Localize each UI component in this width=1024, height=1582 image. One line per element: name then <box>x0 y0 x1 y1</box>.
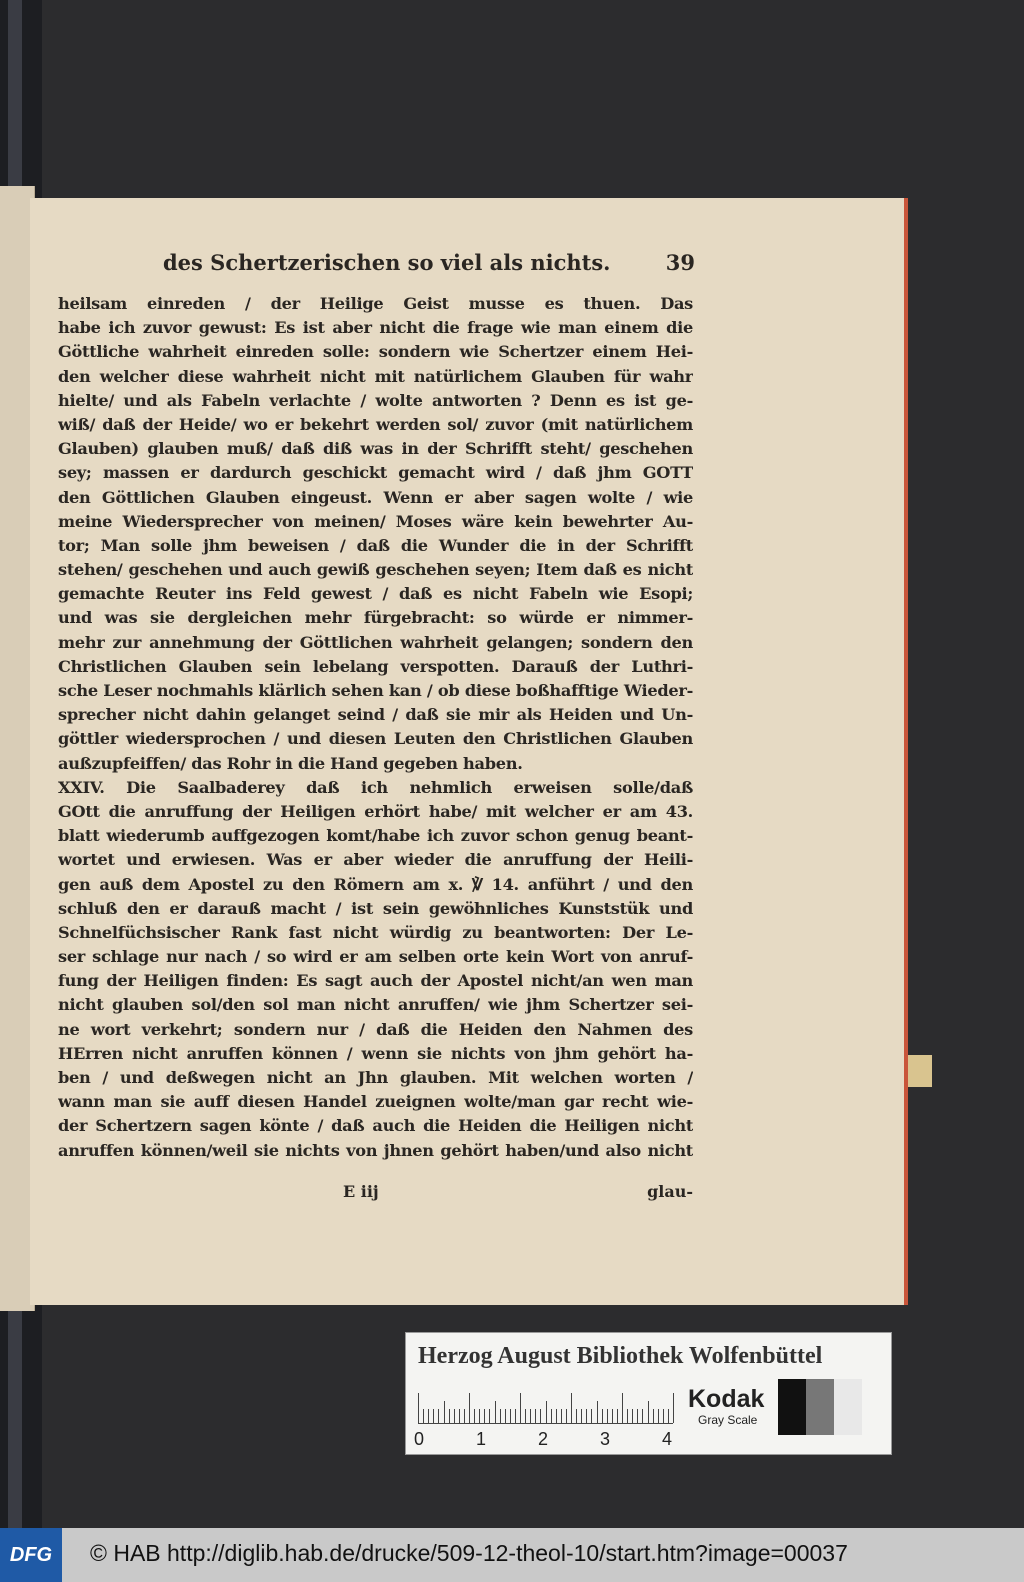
gray-scale-label: Gray Scale <box>698 1413 758 1427</box>
text-line: Christlichen Glauben sein lebelang verspotten. Darauß der Luthri- <box>58 656 693 676</box>
ruler-tick <box>566 1409 567 1423</box>
ruler-tick <box>423 1409 424 1423</box>
ruler-tick <box>556 1409 557 1423</box>
ruler-tick <box>648 1401 649 1423</box>
text-line: den welcher diese wahrheit nicht mit natürlichem Glauben für wahr <box>58 366 693 386</box>
ruler-tick <box>597 1401 598 1423</box>
ruler-tick <box>642 1409 643 1423</box>
page-body-text <box>58 292 693 1163</box>
ruler-tick <box>632 1409 633 1423</box>
text-line: sprecher nicht dahin gelanget seind / daß sie mir als Heiden und Un- <box>58 705 693 725</box>
text-line: wortet und erwiesen. Was er aber wieder die anruffung der Heili- <box>58 850 693 870</box>
ruler-tick <box>510 1409 511 1423</box>
ruler-tick <box>520 1393 521 1423</box>
ruler-tick <box>668 1409 669 1423</box>
footer-bar <box>0 1528 1024 1582</box>
ruler-tick <box>627 1409 628 1423</box>
gray-patch-mid <box>806 1379 834 1435</box>
text-line: Glauben) glauben muß/ daß diß was in der Schrifft steht/ geschehen <box>58 439 693 459</box>
kodak-logo: Kodak <box>688 1385 765 1413</box>
ruler-tick <box>418 1393 419 1423</box>
ruler-tick <box>658 1409 659 1423</box>
page-header <box>130 250 695 282</box>
ruler-tick <box>454 1409 455 1423</box>
text-line: der Schertzern sagen könte / daß auch die Heiden die Heiligen nicht <box>58 1116 693 1136</box>
text-line: und was sie dergleichen mehr fürgebracht: so würde er nimmer- <box>58 608 693 628</box>
ruler-tick <box>535 1409 536 1423</box>
gray-patch-black <box>778 1379 806 1435</box>
ruler-tick <box>464 1409 465 1423</box>
ruler-tick <box>561 1409 562 1423</box>
ruler-tick <box>576 1409 577 1423</box>
text-line: mehr zur annehmung der Göttlichen wahrheit gelangen; sondern den <box>58 632 693 652</box>
text-line: ser schlage nur nach / so wird er am selben orte kein Wort von anruf- <box>58 947 693 967</box>
ruler-tick <box>617 1409 618 1423</box>
ruler-tick <box>622 1393 623 1423</box>
signature-mark: E iij <box>343 1182 379 1201</box>
text-line: ben / und deßwegen nicht an Jhn glauben. Mit welchen worten / <box>58 1068 693 1087</box>
ruler-number: 3 <box>600 1429 611 1449</box>
ruler-tick <box>489 1409 490 1423</box>
ruler-tick <box>602 1409 603 1423</box>
text-line: Schnelfüchsischer Rank fast nicht würdig zu beantworten: Der Le- <box>58 922 693 942</box>
catchword: glau- <box>647 1182 693 1201</box>
ruler-tick <box>591 1409 592 1423</box>
ruler-tick <box>581 1409 582 1423</box>
text-line: sey; massen er dardurch geschickt gemacht wird / daß jhm GOTT <box>58 463 693 483</box>
text-line: wann man sie auff diesen Handel zueignen wolte/man gar recht wie- <box>58 1092 693 1112</box>
ruler-number: 4 <box>662 1429 673 1449</box>
text-line: Göttliche wahrheit einreden solle: sondern wie Schertzer einem Hei- <box>58 342 693 362</box>
ruler-tick <box>663 1409 664 1423</box>
ruler-tick <box>515 1409 516 1423</box>
text-line: GOtt die anruffung der Heiligen erhört habe/ mit welcher er am 43. <box>58 801 693 821</box>
ruler-tick <box>607 1409 608 1423</box>
text-line: außzupfeiffen/ das Rohr in die Hand gegeben haben. <box>58 753 523 773</box>
text-line: stehen/ geschehen und auch gewiß geschehen seyen; Item daß es nicht <box>58 560 693 580</box>
text-line: den Göttlichen Glauben eingeust. Wenn er aber sagen wolte / wie <box>58 487 693 507</box>
text-line: meine Wiedersprecher von meinen/ Moses wäre kein bewehrter Au- <box>58 511 693 531</box>
ruler-number: 2 <box>538 1429 549 1449</box>
ruler-tick <box>505 1409 506 1423</box>
ruler-tick <box>444 1401 445 1423</box>
library-name: Herzog August Bibliothek Wolfenbüttel <box>418 1343 823 1369</box>
gray-patch-white <box>834 1379 862 1435</box>
ruler-tick <box>459 1409 460 1423</box>
ruler-tick <box>525 1409 526 1423</box>
dfg-logo: DFG <box>0 1528 62 1582</box>
text-line: tor; Man solle jhm beweisen / daß die Wunder die in der Schrifft <box>58 535 693 555</box>
ruler-tick <box>530 1409 531 1423</box>
ruler-tick <box>500 1409 501 1423</box>
ruler-scale <box>418 1385 673 1424</box>
text-line: schluß den er darauß macht / ist sein gewöhnliches Kunststük und <box>58 898 693 918</box>
text-line: gen auß dem Apostel zu den Römern am x. ℣ 14. anführt / und den <box>58 874 693 894</box>
ruler-number: 1 <box>476 1429 487 1449</box>
text-line: heilsam einreden / der Heilige Geist musse es thuen. Das <box>58 294 693 313</box>
text-line: habe ich zuvor gewust: Es ist aber nicht die frage wie man einem die <box>58 318 693 338</box>
ruler-tick <box>428 1409 429 1423</box>
text-line: nicht glauben sol/den sol man nicht anruffen/ wie jhm Schertzer sei- <box>58 995 693 1015</box>
ruler-tick <box>653 1409 654 1423</box>
page-number: 39 <box>665 250 695 275</box>
text-line: sche Leser nochmahls klärlich sehen kan / ob diese boßhafftige Wieder- <box>58 681 693 700</box>
page-tab-marker <box>908 1055 932 1087</box>
ruler-tick <box>479 1409 480 1423</box>
text-line: hielte/ und als Fabeln verlachte / wolte antworten ? Denn es ist ge- <box>58 390 693 410</box>
text-line: XXIV. Die Saalbaderey daß ich nehmlich erweisen solle/daß <box>58 777 693 797</box>
ruler-tick <box>612 1409 613 1423</box>
running-head: des Schertzerischen so viel als nichts. <box>163 250 611 275</box>
ruler-tick <box>484 1409 485 1423</box>
ruler-tick <box>469 1393 470 1423</box>
color-reference-card <box>405 1332 892 1455</box>
ruler-tick <box>546 1401 547 1423</box>
text-line: göttler wiedersprochen / und diesen Leuten den Christlichen Glauben <box>58 729 693 749</box>
copyright-link[interactable]: © HAB http://diglib.hab.de/drucke/509-12-theol-10/start.htm?image=00037 <box>90 1540 848 1566</box>
ruler-tick <box>438 1409 439 1423</box>
text-line: anruffen können/weil sie nichts von jhnen gehört haben/und also nicht <box>58 1140 693 1160</box>
ruler-tick <box>673 1393 674 1423</box>
text-line: blatt wiederumb auffgezogen komt/habe ich zuvor schon genug beant- <box>58 826 693 846</box>
ruler-tick <box>449 1409 450 1423</box>
ruler-tick <box>551 1409 552 1423</box>
text-line: fung der Heiligen finden: Es sagt auch der Apostel nicht/an wen man <box>58 971 693 991</box>
ruler-tick <box>571 1393 572 1423</box>
ruler-tick <box>433 1409 434 1423</box>
ruler-tick <box>586 1409 587 1423</box>
ruler-number: 0 <box>414 1429 425 1449</box>
text-line: HErren nicht anruffen können / wenn sie nichts von jhm gehört ha- <box>58 1043 693 1063</box>
page-footer-marks <box>58 1182 693 1206</box>
text-line: wiß/ daß der Heide/ wo er bekehrt werden sol/ zuvor (mit natürlichem <box>58 414 693 434</box>
text-line: gemachte Reuter ins Feld gewest / daß es nicht Fabeln wie Esopi; <box>58 584 693 604</box>
ruler-tick <box>495 1401 496 1423</box>
ruler-tick <box>474 1409 475 1423</box>
ruler-tick <box>637 1409 638 1423</box>
ruler-tick <box>540 1409 541 1423</box>
text-line: ne wort verkehrt; sondern nur / daß die Heiden den Nahmen des <box>58 1019 693 1039</box>
